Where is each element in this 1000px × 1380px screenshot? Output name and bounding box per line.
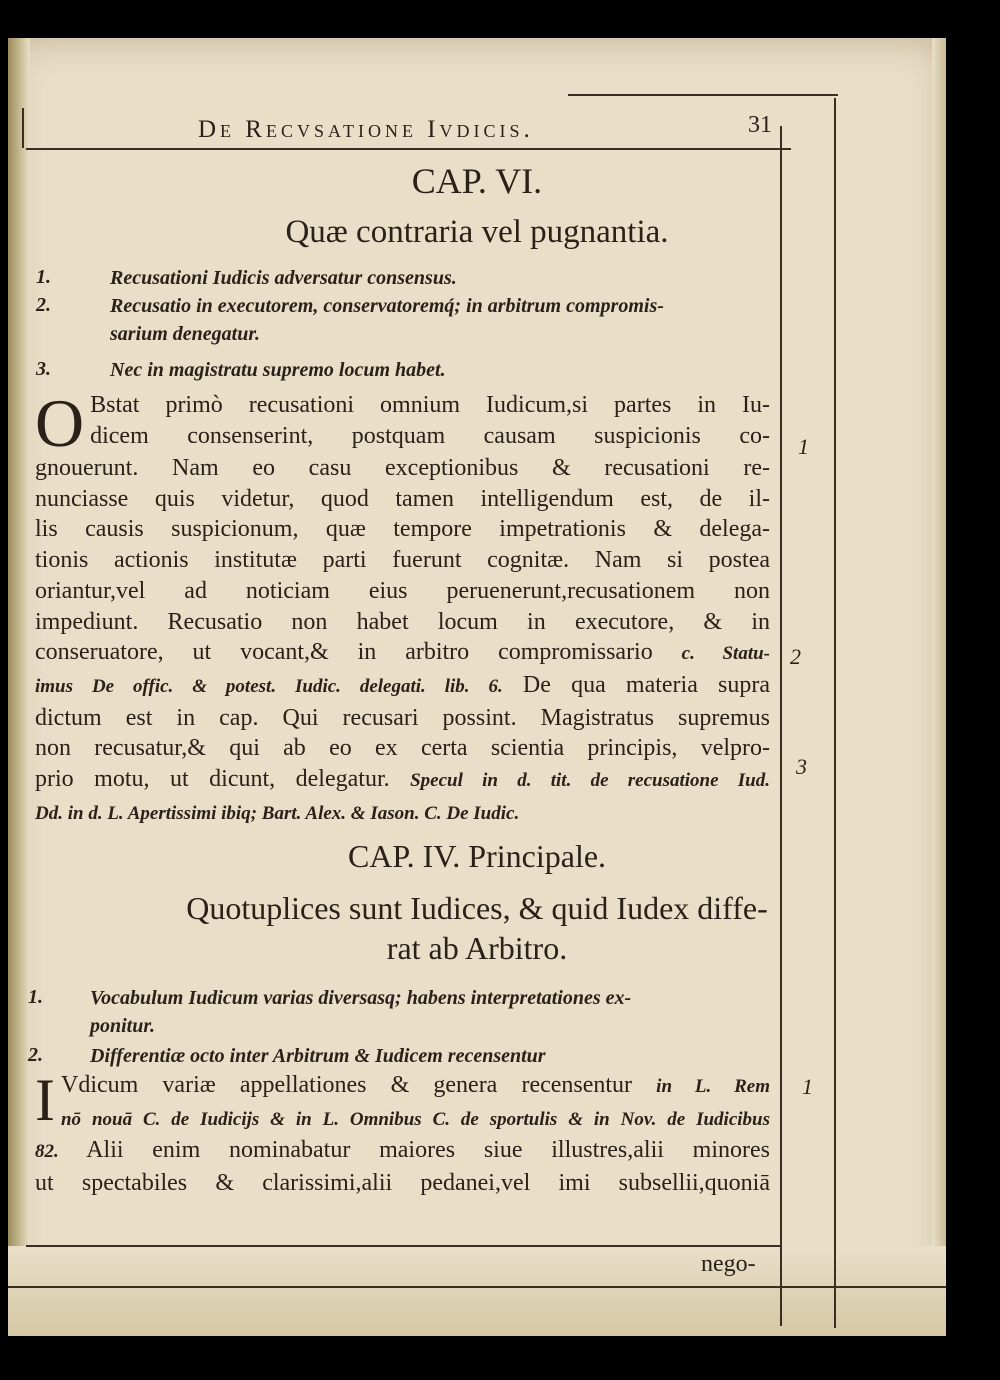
body-line — [35, 670, 770, 703]
body-line-text: Vdicum variæ appellationes & genera recensentur — [60, 1072, 657, 1098]
body-line — [35, 764, 770, 797]
book-page — [8, 38, 946, 1336]
body-line-text: prio motu, ut dicunt, delegatur. — [35, 766, 390, 793]
citation: Specul in d. tit. de recusatione Iud. — [410, 770, 770, 792]
summary-number: 2. — [36, 294, 51, 316]
body-line: nunciasse quis videtur, quod tamen intelligendum est, de il- — [35, 485, 770, 512]
citation: Dd. in d. L. Apertissimi ibiq; Bart. Alex. & Iason. C. De Iudic. — [35, 802, 520, 824]
body-line: Bstat primò recusationi omnium Iudicum,si partes in Iu- — [90, 392, 770, 418]
body-line: oriantur,vel ad noticiam eius peruenerunt,recusationem non — [35, 577, 770, 604]
citation: c. Statu- — [681, 643, 770, 665]
margin-number: 3 — [796, 754, 807, 779]
body-line: ut spectabiles & clarissimi,alii pedanei,vel imi subsellii,quoniā — [35, 1170, 770, 1197]
body-line: non recusatur,& qui ab eo ex certa scientia principis, velpro- — [35, 735, 770, 762]
catchword: nego- — [701, 1251, 756, 1277]
chapter-subtitle-cont: rat ab Arbitro. — [386, 930, 568, 966]
margin-number: 1 — [802, 1074, 813, 1099]
body-line: tionis actionis institutæ parti fuerunt cognitæ. Nam si postea — [35, 547, 770, 574]
summary-item: Nec in magistratu supremo locum habet. — [110, 359, 446, 381]
citation: in L. Rem — [656, 1076, 770, 1097]
citation: nō nouā C. de Iudicijs & in L. Omnibus C. de sportulis & in Nov. de Iudicibus — [60, 1108, 770, 1130]
body-line — [35, 637, 770, 670]
body-line-text: Alii enim nominabatur maiores siue illustres,alii minores — [86, 1137, 770, 1164]
frame-rule-margin — [780, 126, 782, 1326]
margin-number: 2 — [790, 644, 801, 669]
chapter-body-text — [35, 1067, 770, 1199]
citation: 82. — [35, 1141, 59, 1163]
chapter-subtitle: Quæ contraria vel pugnantia. — [285, 214, 669, 250]
frame-rule-right — [834, 98, 836, 1328]
body-line: impediunt. Recusatio non habet locum in executore, & in — [35, 608, 770, 635]
summary-item: Differentiæ octo inter Arbitrum & Iudicem recensentur — [90, 1045, 546, 1067]
body-line: gnouerunt. Nam eo casu exceptionibus & recusationi re- — [35, 455, 770, 481]
body-line: lis causis suspicionum, quæ tempore impetrationis & delega- — [35, 516, 770, 543]
body-line — [35, 1070, 770, 1103]
page-bottom-shadow — [8, 1246, 946, 1336]
frame-rule-left-top — [22, 108, 24, 148]
summary-item-cont: ponitur. — [90, 1015, 156, 1037]
body-line: dictum est in cap. Qui recusari possint. Magistratus supremus — [35, 704, 770, 731]
chapter-body-text — [35, 385, 771, 829]
drop-cap: O — [35, 385, 85, 461]
margin-number: 1 — [798, 434, 809, 459]
frame-rule-top-right — [568, 94, 838, 96]
frame-rule-top — [26, 148, 791, 150]
summary-item: Recusatio in executorem, conservatoremq́; in arbitrum compromis- — [110, 295, 664, 317]
body-line-text: De qua materia supra — [522, 671, 771, 698]
chapter-subtitle: Quotuplices sunt Iudices, & quid Iudex diffe- — [186, 890, 768, 926]
chapter-heading: CAP. IV. Principale. — [347, 838, 607, 874]
body-line — [35, 797, 770, 830]
summary-item-cont: sarium denegatur. — [110, 323, 261, 345]
body-line-text: conseruatore, ut vocant,& in arbitro compromissario — [35, 639, 653, 666]
summary-number: 1. — [36, 266, 51, 288]
summary-number: 2. — [28, 1044, 43, 1066]
drop-cap: I — [35, 1067, 55, 1133]
page-number: 31 — [748, 112, 772, 138]
frame-rule-page-bottom — [8, 1286, 946, 1288]
body-line — [35, 1103, 770, 1136]
body-line: dicem consenserint, postquam causam suspicionis co- — [90, 422, 770, 449]
frame-rule-bottom — [26, 1245, 781, 1247]
citation: imus De offic. & potest. Iudic. delegati. lib. 6. — [35, 675, 503, 697]
body-line — [35, 1135, 770, 1168]
chapter-heading: CAP. VI. — [411, 161, 543, 201]
running-header: De Recvsatione Ivdicis. — [198, 116, 534, 143]
summary-number: 1. — [28, 986, 43, 1008]
summary-number: 3. — [36, 358, 51, 380]
summary-item: Vocabulum Iudicum varias diversasq; habens interpretationes ex- — [90, 987, 632, 1009]
summary-item: Recusationi Iudicis adversatur consensus. — [110, 267, 457, 289]
